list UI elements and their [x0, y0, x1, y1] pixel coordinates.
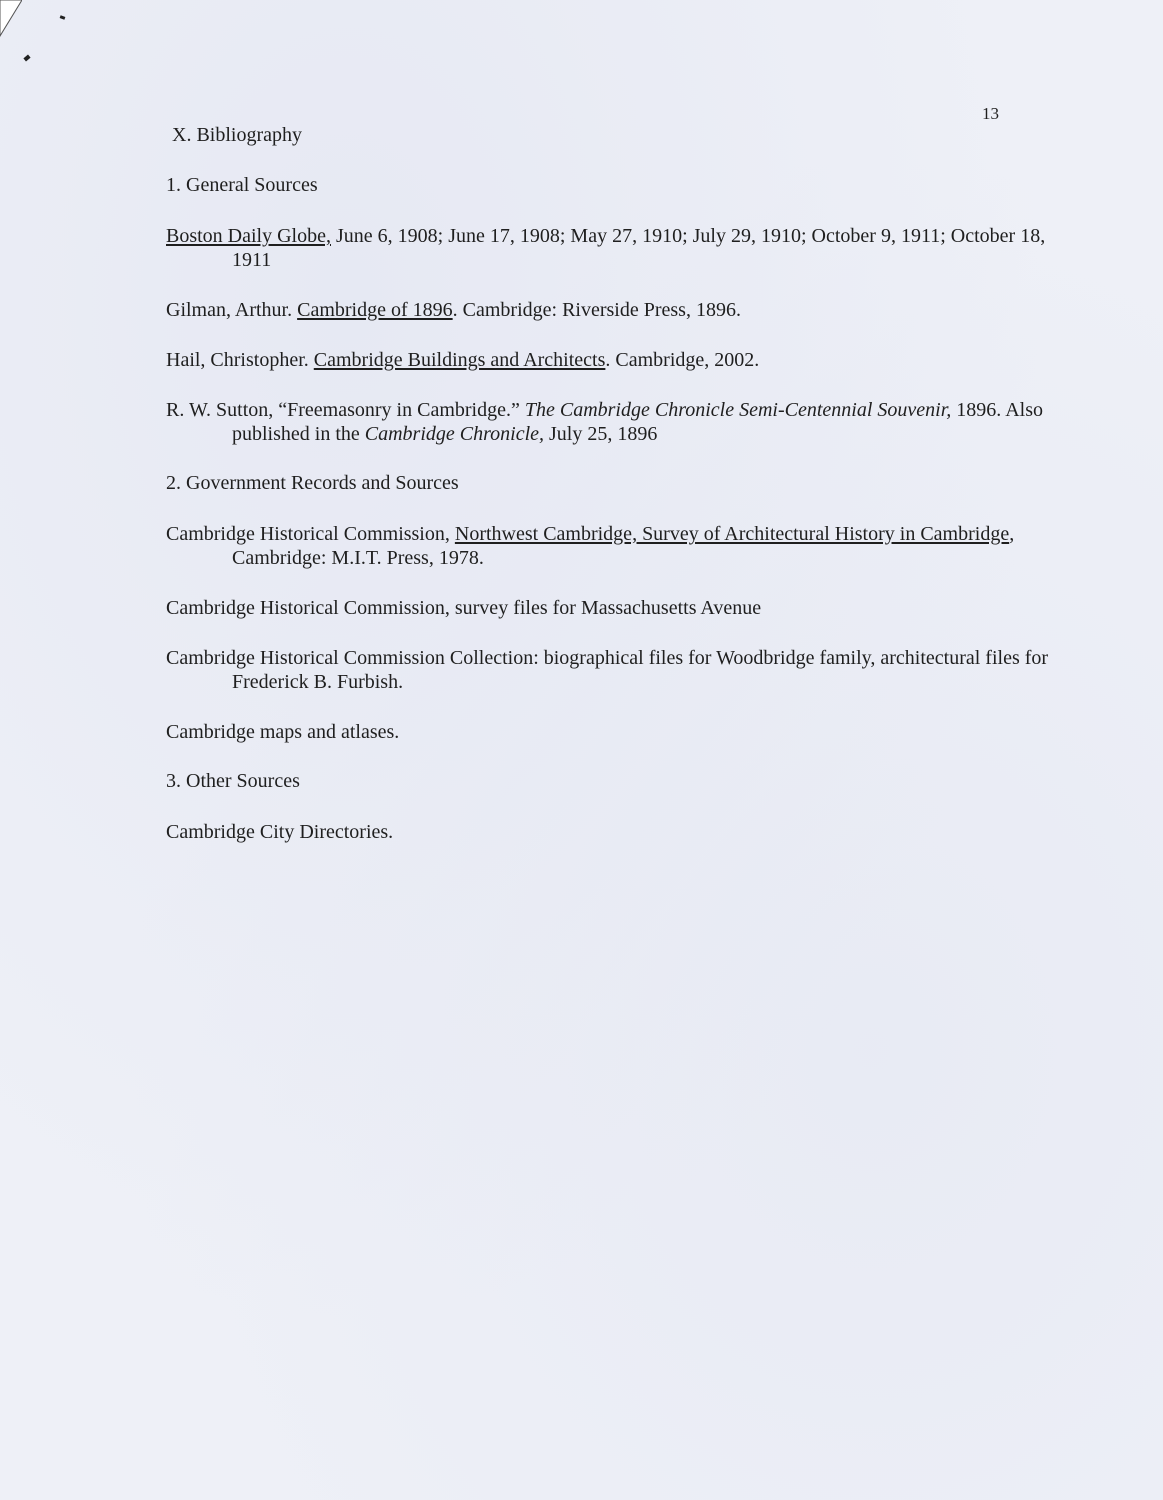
- bibliography-entry: [166, 820, 1062, 844]
- bibliography-entry: [166, 522, 1062, 570]
- bibliography-entry: [166, 398, 1062, 446]
- entry-text: . Cambridge: Riverside Press, 1896.: [452, 299, 741, 321]
- entry-text: Cambridge City Directories.: [166, 821, 394, 843]
- entry-text: Gilman, Arthur.: [166, 299, 298, 321]
- bibliography-entry: [166, 224, 1062, 272]
- section-heading-other-sources: 3. Other Sources: [166, 770, 300, 792]
- entry-title: The Cambridge Chronicle Semi-Centennial Souvenir,: [524, 399, 952, 421]
- bibliography-entry: [166, 298, 1062, 322]
- entry-title: Cambridge Chronicle,: [364, 423, 545, 445]
- entry-title: Cambridge of 1896: [297, 299, 453, 321]
- section-heading-government-records: 2. Government Records and Sources: [166, 472, 459, 494]
- entry-text: 1896. Also published in the: [232, 399, 1043, 445]
- entry-text: Hail, Christopher.: [166, 349, 314, 371]
- entry-text: , Cambridge: M.I.T. Press, 1978.: [232, 523, 1015, 569]
- entry-text: Cambridge Historical Commission, survey files for Massachusetts Avenue: [166, 597, 762, 619]
- entry-title: Northwest Cambridge, Survey of Architectural History in Cambridge: [454, 523, 1010, 545]
- entry-text: Cambridge maps and atlases.: [166, 721, 400, 743]
- folded-corner: [0, 0, 22, 40]
- section-heading-general-sources: 1. General Sources: [166, 174, 318, 196]
- bibliography-entry: [166, 348, 1062, 372]
- page-number: 13: [982, 104, 999, 123]
- bibliography-heading: X. Bibliography: [172, 124, 302, 146]
- entry-title: Cambridge Buildings and Architects: [313, 349, 606, 371]
- bibliography-entry: [166, 596, 1062, 620]
- scan-mark: [23, 55, 30, 62]
- scan-mark: [60, 15, 66, 20]
- bibliography-entry: [166, 720, 1062, 744]
- entry-text: . Cambridge, 2002.: [605, 349, 760, 371]
- entry-text: Cambridge Historical Commission,: [166, 523, 455, 545]
- entry-title: Boston Daily Globe,: [166, 225, 331, 247]
- bibliography-entry: [166, 646, 1062, 694]
- entry-text: June 6, 1908; June 17, 1908; May 27, 1910; July 29, 1910; October 9, 1911; October 18, 1911: [232, 225, 1046, 271]
- entry-text: Cambridge Historical Commission Collection: biographical files for Woodbridge family, architectural files for Frederick B. Furbish.: [166, 647, 1049, 693]
- entry-text: R. W. Sutton, “Freemasonry in Cambridge.”: [166, 399, 525, 421]
- entry-text: July 25, 1896: [544, 423, 658, 445]
